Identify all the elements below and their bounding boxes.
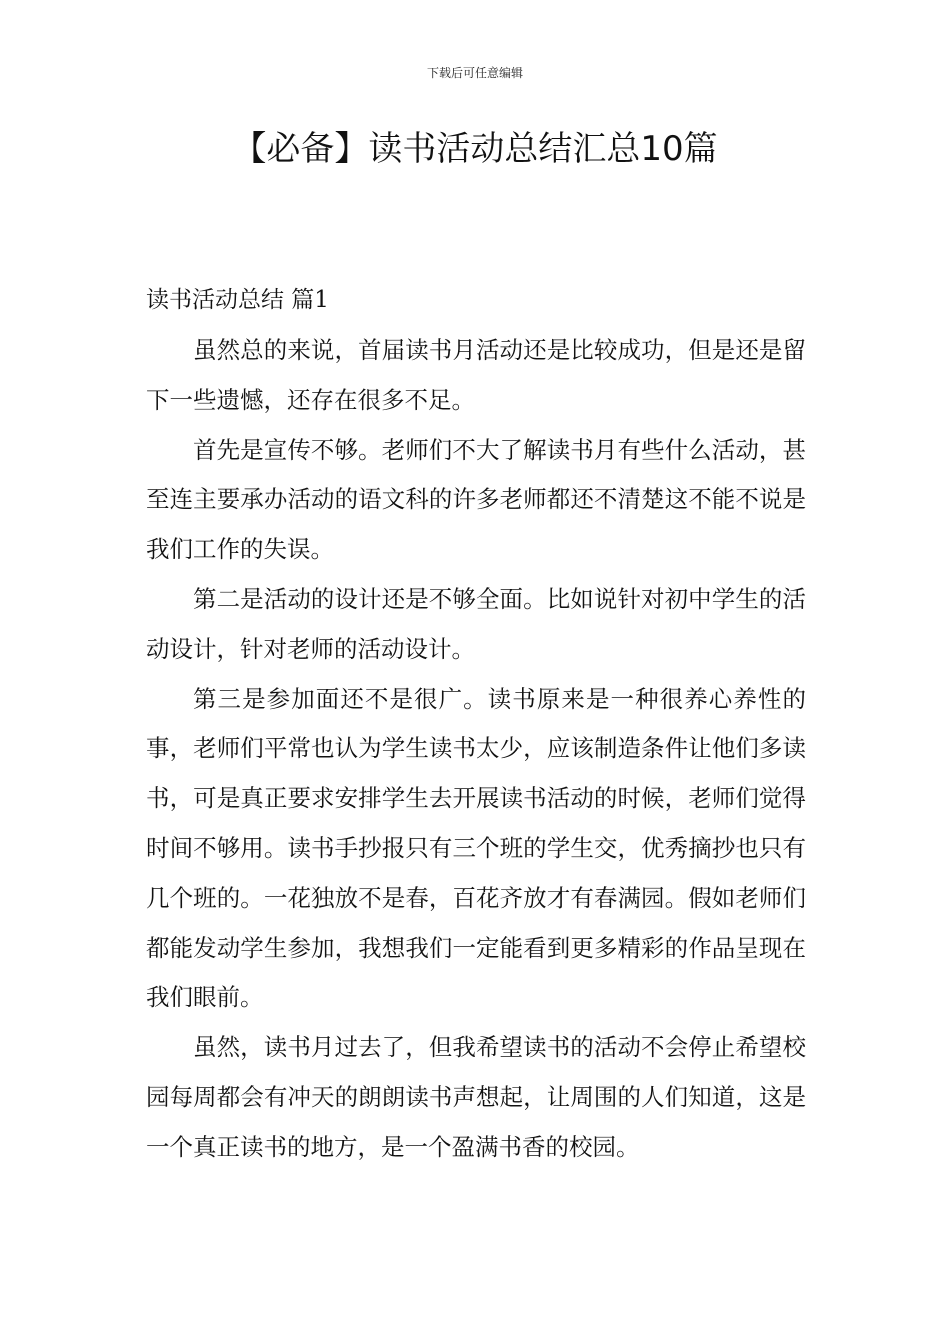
section-heading: 读书活动总结 篇1	[146, 287, 329, 313]
paragraph: 第二是活动的设计还是不够全面。比如说针对初中学生的活动设计，针对老师的活动设计。	[146, 584, 806, 663]
document-body	[146, 326, 806, 1173]
paragraph: 首先是宣传不够。老师们不大了解读书月有些什么活动，甚至连主要承办活动的语文科的许多老师都还不清楚这不能不说是我们工作的失误。	[146, 435, 806, 564]
paragraph: 虽然，读书月过去了，但我希望读书的活动不会停止希望校园每周都会有冲天的朗朗读书声想起，让周围的人们知道，这是一个真正读书的地方，是一个盈满书香的校园。	[146, 1033, 806, 1161]
document-title: 【必备】读书活动总结汇总10篇	[232, 129, 718, 169]
paragraph: 第三是参加面还不是很广。读书原来是一种很养心养性的事，老师们平常也认为学生读书太少，应该制造条件让他们多读书，可是真正要求安排学生去开展读书活动的时候，老师们觉得时间不够用。读书手抄报只有三个班的学生交，优秀摘抄也只有几个班的。一花独放不是春，百花齐放才有春满园。假如老师们都能发动学生参加，我想我们一定能看到更多精彩的作品呈现在我们眼前。	[146, 684, 806, 1012]
paragraph: 虽然总的来说，首届读书月活动还是比较成功，但是还是留下一些遗憾，还存在很多不足。	[146, 336, 806, 414]
header-note: 下载后可任意编辑	[426, 66, 523, 80]
